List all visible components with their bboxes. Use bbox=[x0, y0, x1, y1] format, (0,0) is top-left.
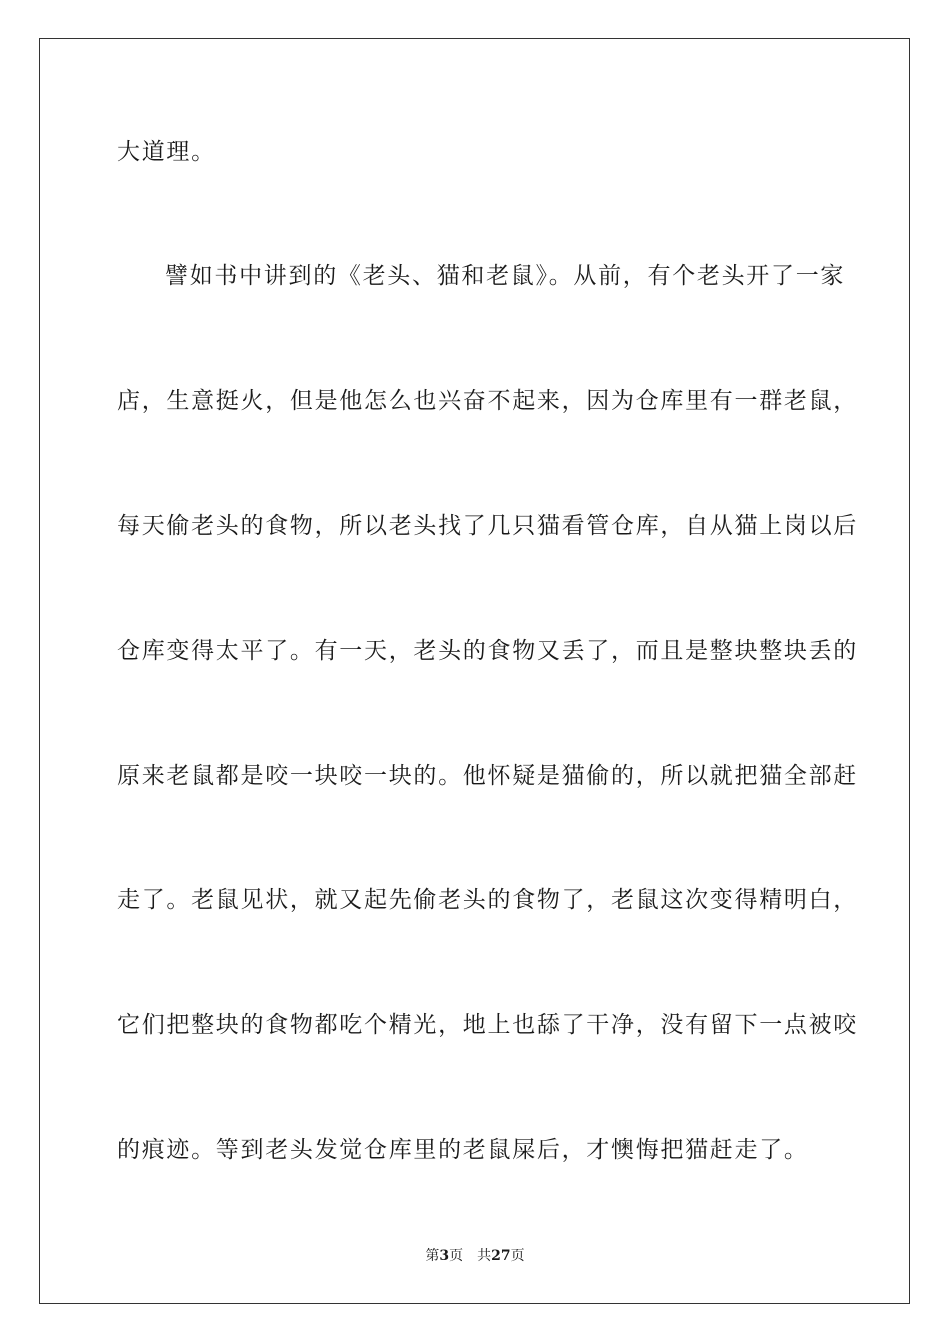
paragraph-line: 原来老鼠都是咬一块咬一块的。他怀疑是猫偷的，所以就把猫全部赶 bbox=[117, 763, 858, 789]
page-border bbox=[39, 38, 910, 1304]
paragraph-line: 每天偷老头的食物，所以老头找了几只猫看管仓库，自从猫上岗以后 bbox=[117, 513, 858, 539]
paragraph-line: 仓库变得太平了。有一天，老头的食物又丢了，而且是整块整块丢的 bbox=[117, 638, 858, 664]
paragraph-line: 譬如书中讲到的《老头、猫和老鼠》。从前，有个老头开了一家 bbox=[165, 263, 846, 289]
current-page-number: 3 bbox=[439, 1248, 450, 1264]
paragraph-line: 大道理。 bbox=[117, 139, 216, 165]
paragraph-line: 走了。老鼠见状，就又起先偷老头的食物了，老鼠这次变得精明白， bbox=[117, 887, 858, 913]
total-label-suffix: 页 bbox=[510, 1248, 525, 1264]
page-footer bbox=[0, 1247, 950, 1265]
total-label-prefix: 共 bbox=[477, 1248, 492, 1264]
total-page-count: 27 bbox=[491, 1248, 511, 1264]
page-label-prefix: 第 bbox=[425, 1248, 440, 1264]
page-label-suffix: 页 bbox=[449, 1248, 464, 1264]
paragraph-line: 店，生意挺火，但是他怎么也兴奋不起来，因为仓库里有一群老鼠， bbox=[117, 388, 858, 414]
paragraph-line: 它们把整块的食物都吃个精光，地上也舔了干净，没有留下一点被咬 bbox=[117, 1012, 858, 1038]
paragraph-line: 的痕迹。等到老头发觉仓库里的老鼠屎后，才懊悔把猫赶走了。 bbox=[117, 1137, 809, 1163]
